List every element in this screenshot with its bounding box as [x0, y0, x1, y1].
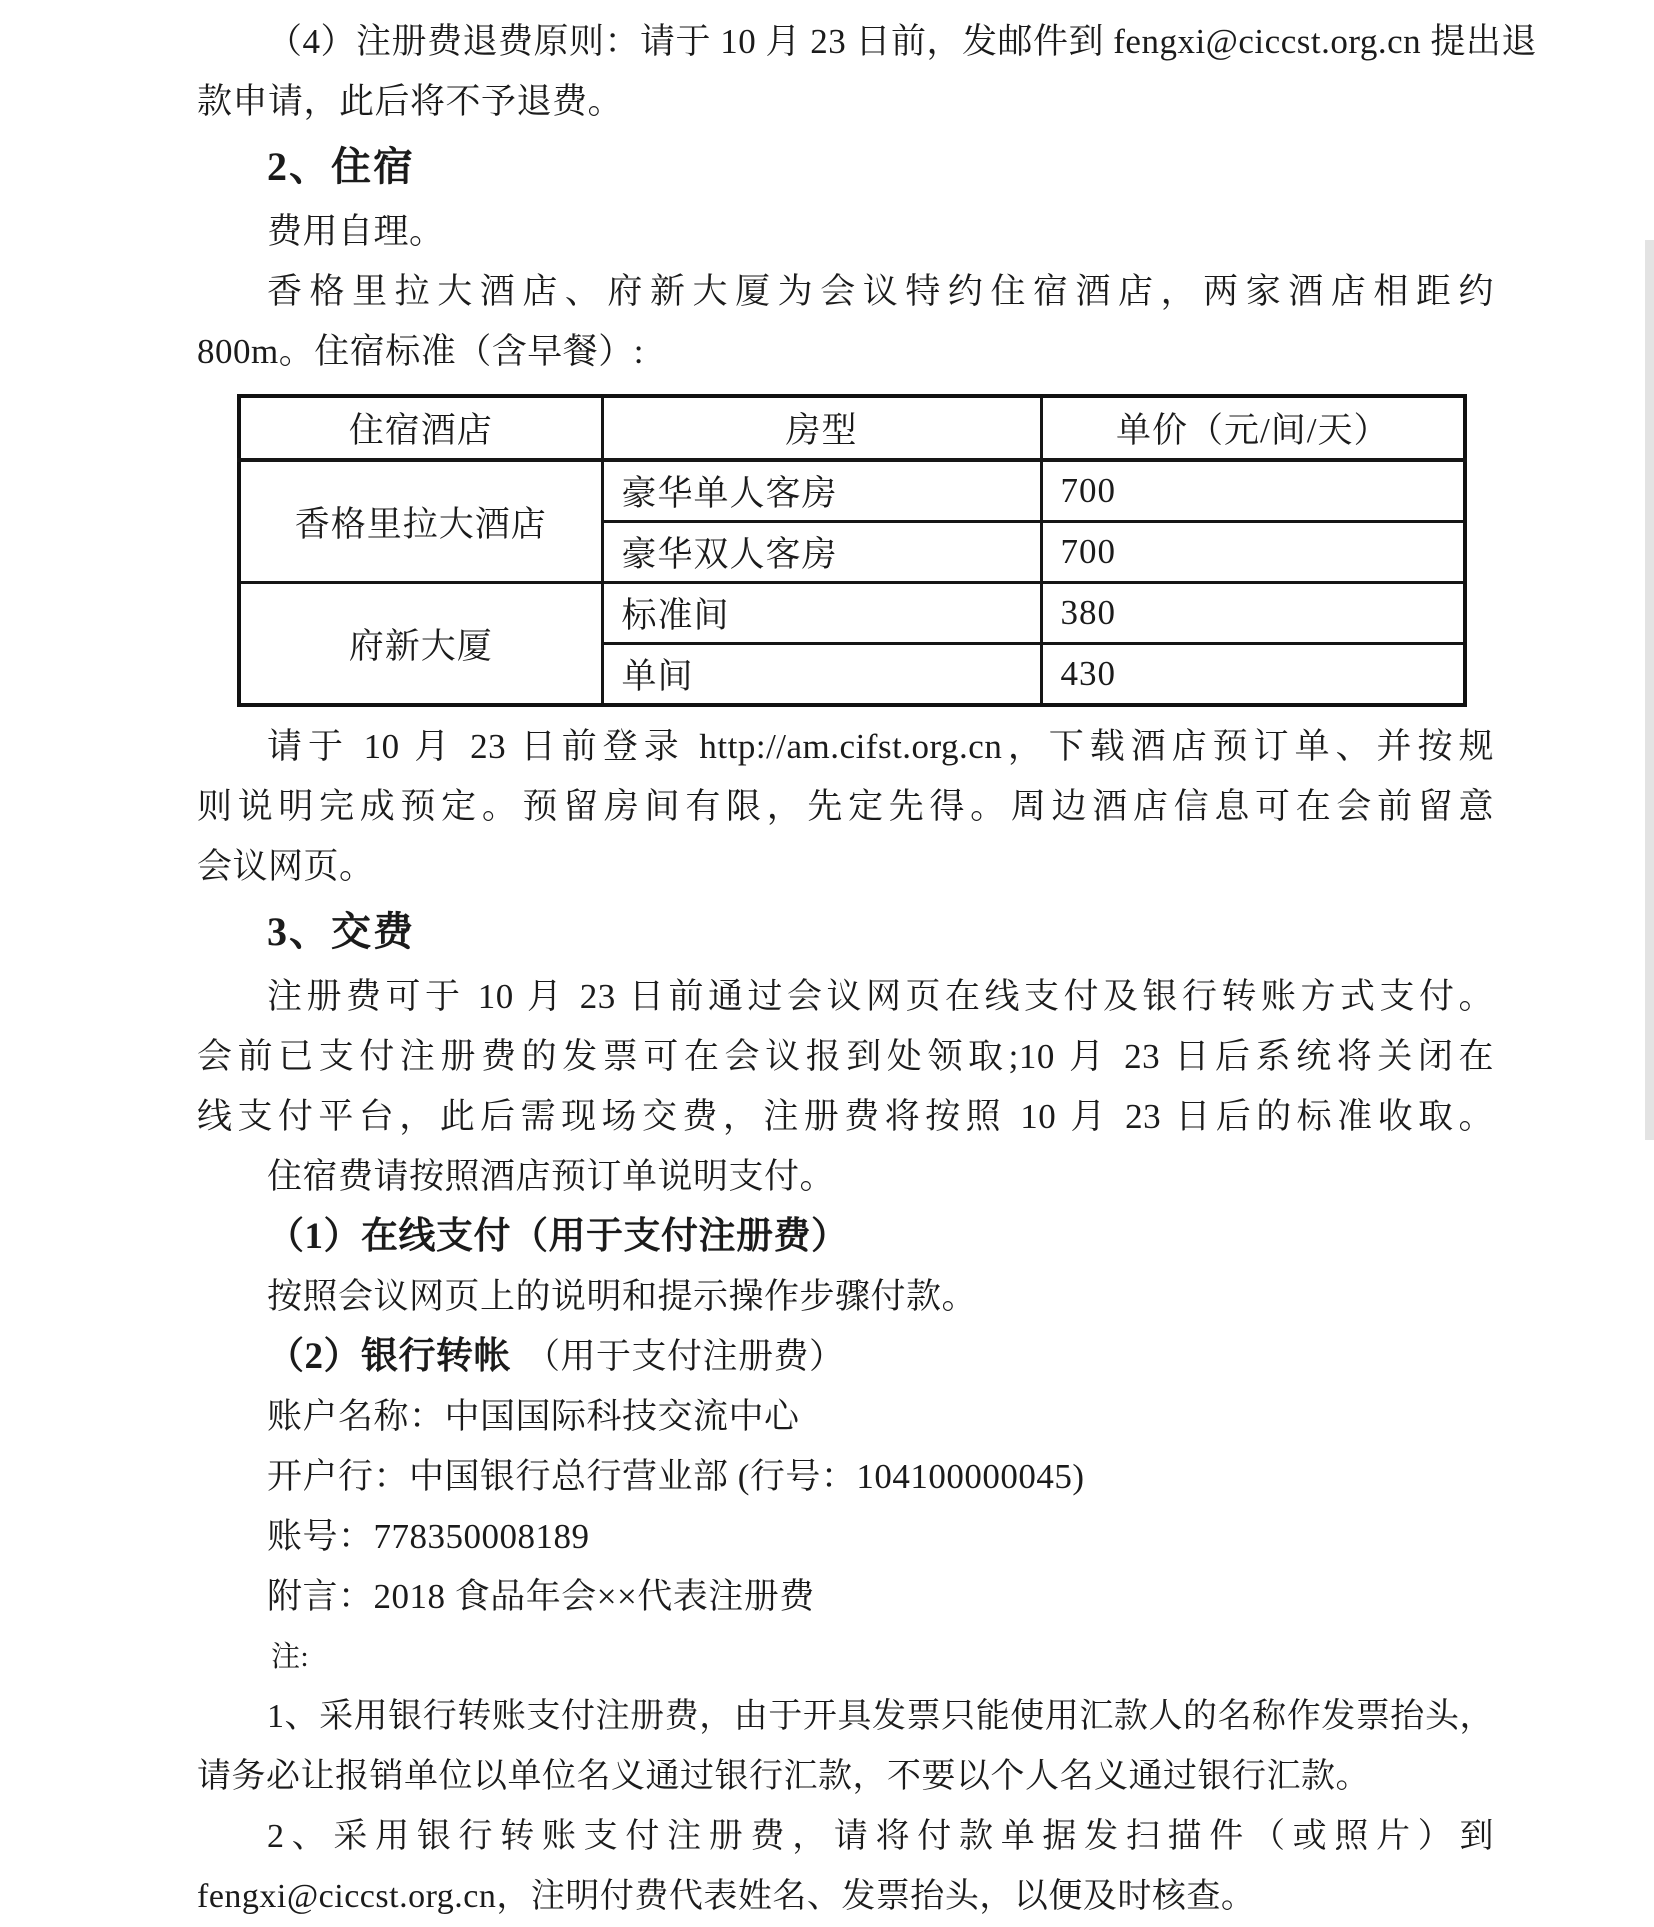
payment-intro-line-2: 会前已支付注册费的发票可在会议报到处领取;10 月 23 日后系统将关闭在: [197, 1037, 1494, 1076]
room-type-deluxe-double: 豪华双人客房: [602, 522, 1041, 583]
account-number-line: 账号：778350008189: [267, 1517, 590, 1556]
section-heading-payment: 3、交费: [267, 909, 415, 954]
refund-policy-line-2: 款申请，此后将不予退费。: [197, 82, 624, 121]
lodging-hotels-line-2: 800m。住宿标准（含早餐）:: [197, 332, 644, 371]
booking-instruction-line-1: 请于 10 月 23 日前登录 http://am.cifst.org.cn，下载酒店预订单、并按规: [267, 727, 1494, 766]
online-payment-heading: （1）在线支付（用于支付注册费）: [267, 1216, 849, 1257]
price-deluxe-single: 700: [1041, 460, 1465, 522]
booking-instruction-line-3: 会议网页。: [197, 847, 375, 886]
room-type-deluxe-single: 豪华单人客房: [602, 460, 1041, 522]
note1-line-2: 请务必让报销单位以单位名义通过银行汇款，不要以个人名义通过银行汇款。: [197, 1758, 1370, 1795]
lodging-hotels-line-1: 香格里拉大酒店、府新大厦为会议特约住宿酒店，两家酒店相距约: [267, 272, 1494, 311]
bank-transfer-heading: [197, 1327, 1494, 1387]
bank-transfer-heading-note: （用于支付注册费）: [525, 1337, 845, 1376]
note2-line-2: fengxi@ciccst.org.cn，注明付费代表姓名、发票抬头，以便及时核查。: [197, 1878, 1256, 1915]
table-header-row: [239, 396, 1465, 460]
hotel-name-fuxin: 府新大厦: [239, 583, 602, 706]
memo-line: 附言：2018 食品年会××代表注册费: [267, 1577, 815, 1616]
note1-line-1: 1、采用银行转账支付注册费，由于开具发票只能使用汇款人的名称作发票抬头，: [267, 1698, 1494, 1735]
table-header-hotel: 住宿酒店: [239, 396, 602, 460]
hotel-price-table: [237, 394, 1467, 707]
price-single: 430: [1041, 644, 1465, 706]
hotel-name-shangri-la: 香格里拉大酒店: [239, 460, 602, 583]
refund-policy-line-1: （4）注册费退费原则：请于 10 月 23 日前，发邮件到 fengxi@ciccst.org.cn 提出退: [267, 22, 1537, 61]
hotel-fee-line: 住宿费请按照酒店预订单说明支付。: [267, 1157, 836, 1196]
note2-line-1: 2、采用银行转账支付注册费，请将付款单据发扫描件（或照片）到: [267, 1818, 1494, 1855]
price-standard: 380: [1041, 583, 1465, 644]
table-row: [239, 583, 1465, 644]
account-name-line: 账户名称：中国国际科技交流中心: [267, 1397, 800, 1436]
booking-instruction-line-2: 则说明完成预定。预留房间有限，先定先得。周边酒店信息可在会前留意: [197, 787, 1494, 826]
table-header-unit-price: 单价（元/间/天）: [1041, 396, 1465, 460]
price-deluxe-double: 700: [1041, 522, 1465, 583]
lodging-self-pay-line: 费用自理。: [267, 212, 445, 251]
payment-intro-line-3: 线支付平台，此后需现场交费，注册费将按照 10 月 23 日后的标准收取。: [197, 1097, 1494, 1136]
payment-intro-line-1: 注册费可于 10 月 23 日前通过会议网页在线支付及银行转账方式支付。: [267, 977, 1494, 1016]
table-row: [239, 460, 1465, 522]
table-header-room-type: 房型: [602, 396, 1041, 460]
bank-transfer-heading-bold: （2）银行转帐: [267, 1336, 511, 1377]
room-type-single: 单间: [602, 644, 1041, 706]
section-heading-lodging: 2、住宿: [267, 144, 415, 189]
scan-edge-artifact: [1645, 240, 1654, 1140]
bank-name-line: 开户行：中国银行总行营业部 (行号：104100000045): [267, 1457, 1085, 1496]
room-type-standard: 标准间: [602, 583, 1041, 644]
online-payment-desc-line: 按照会议网页上的说明和提示操作步骤付款。: [267, 1277, 978, 1316]
notes-label: 注:: [271, 1641, 310, 1673]
